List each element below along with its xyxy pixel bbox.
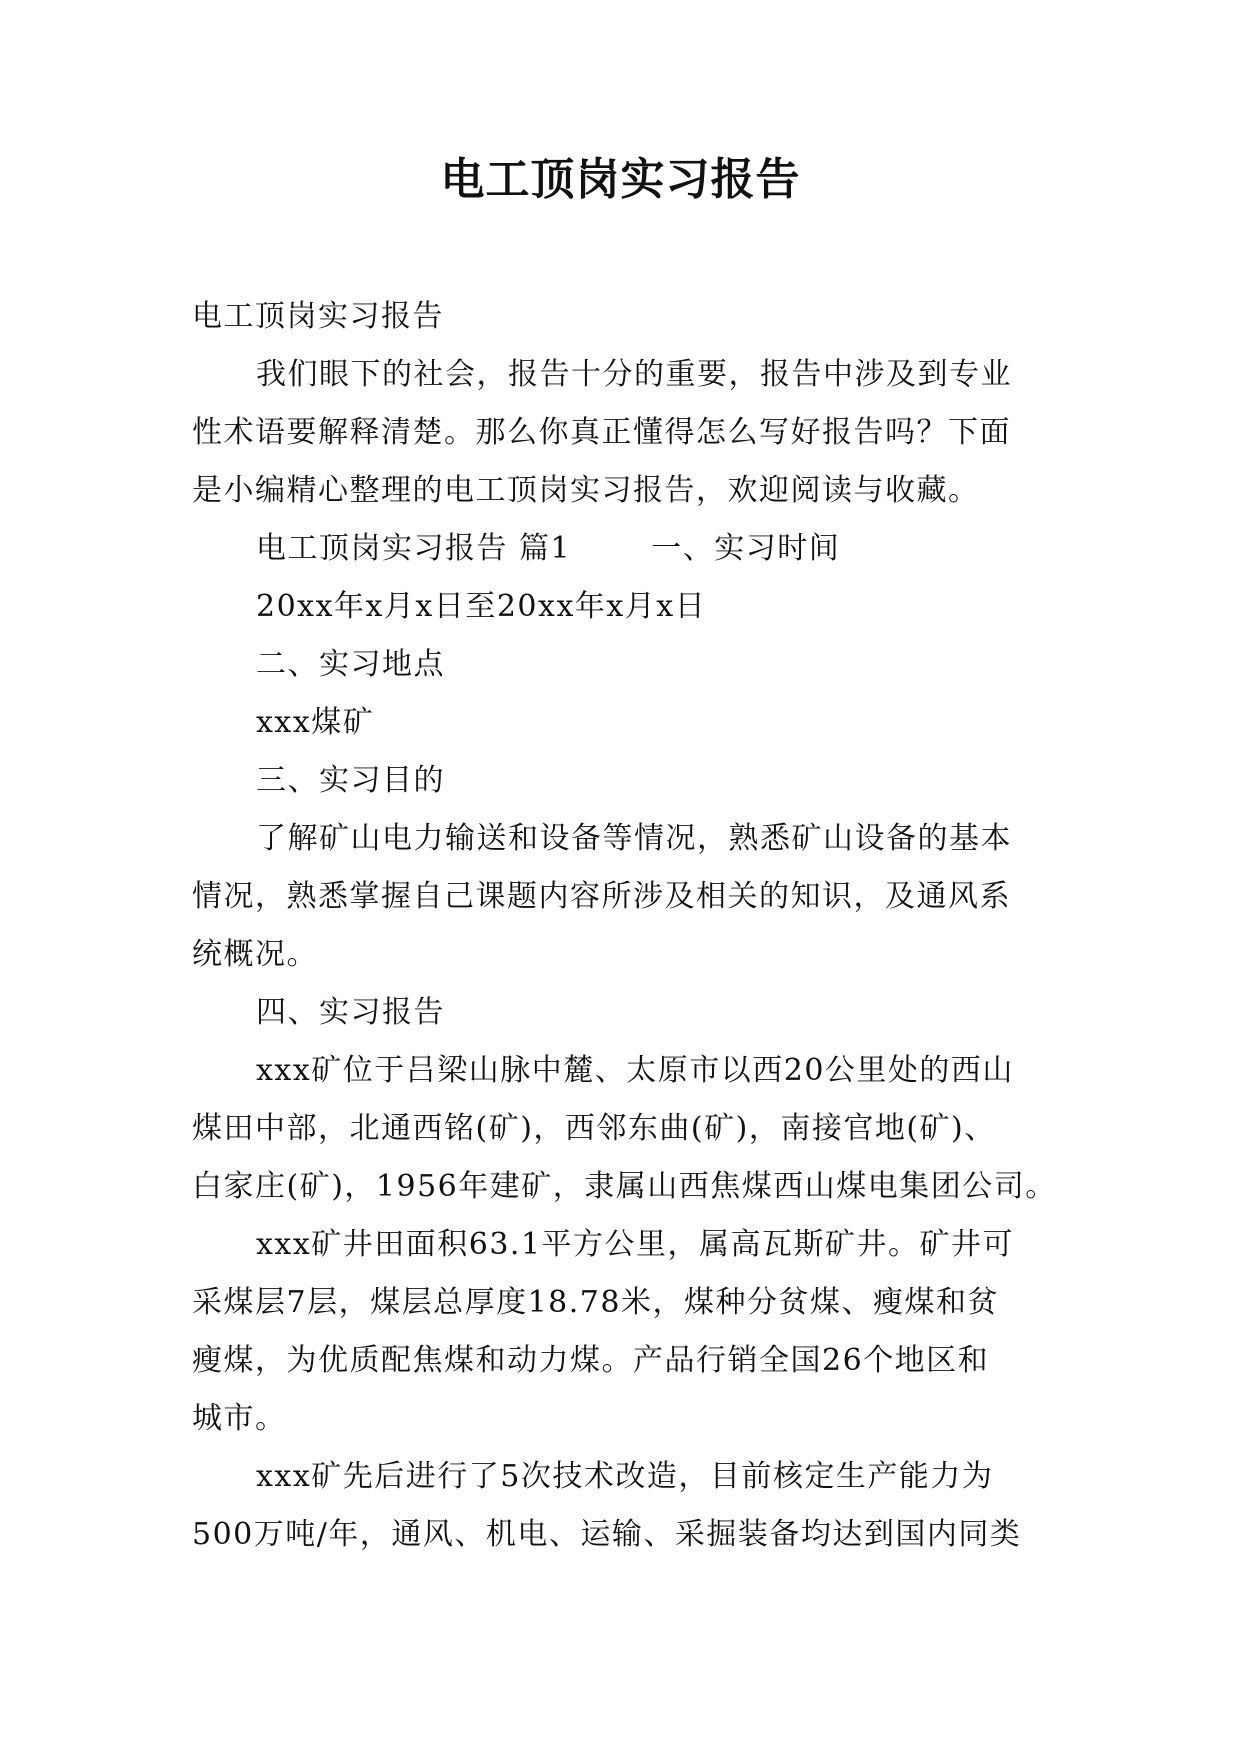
article-heading: 电工顶岗实习报告 篇1 [256, 531, 572, 566]
intro-line-2: 性术语要解释清楚。那么你真正懂得怎么写好报告吗？下面 [192, 415, 1011, 450]
section4-heading: 四、实习报告 [256, 995, 445, 1030]
document-body [192, 288, 1056, 1564]
section1-heading: 一、实习时间 [651, 531, 841, 566]
section1-text: 20xx年x月x日至20xx年x月x日 [256, 589, 707, 624]
document-title: 电工顶岗实习报告 [440, 154, 801, 205]
para2-line-3: 瘦煤，为优质配焦煤和动力煤。产品行销全国26个地区和 [192, 1343, 990, 1378]
para1-line-1: xxx矿位于吕梁山脉中麓、太原市以西20公里处的西山 [256, 1053, 1014, 1088]
section2-text: xxx煤矿 [256, 705, 375, 740]
para1-line-3: 白家庄(矿)，1956年建矿，隶属山西焦煤西山煤电集团公司。 [192, 1169, 1057, 1204]
intro-line-3: 是小编精心整理的电工顶岗实习报告，欢迎阅读与收藏。 [192, 473, 980, 508]
section3-line-1: 了解矿山电力输送和设备等情况，熟悉矿山设备的基本 [256, 821, 1012, 856]
para2-line-4: 城市。 [192, 1401, 287, 1436]
para3-line-1: xxx矿先后进行了5次技术改造，目前核定生产能力为 [256, 1459, 994, 1494]
para1-line-2: 煤田中部，北通西铭(矿)，西邻东曲(矿)，南接官地(矿)、 [192, 1111, 996, 1146]
para2-line-1: xxx矿井田面积63.1平方公里，属高瓦斯矿井。矿井可 [256, 1227, 1015, 1262]
section3-line-2: 情况，熟悉掌握自己课题内容所涉及相关的知识，及通风系 [192, 879, 1011, 914]
intro-line-1: 我们眼下的社会，报告十分的重要，报告中涉及到专业 [256, 357, 1012, 392]
section3-heading: 三、实习目的 [256, 763, 445, 798]
para2-line-2: 采煤层7层，煤层总厚度18.78米，煤种分贫煤、瘦煤和贫 [192, 1285, 999, 1320]
para3-line-2: 500万吨/年，通风、机电、运输、采掘装备均达到国内同类 [192, 1517, 1022, 1552]
document-subtitle: 电工顶岗实习报告 [192, 299, 444, 334]
article-heading-line [192, 520, 1056, 578]
section2-heading: 二、实习地点 [256, 647, 445, 682]
section3-line-3: 统概况。 [192, 937, 318, 972]
